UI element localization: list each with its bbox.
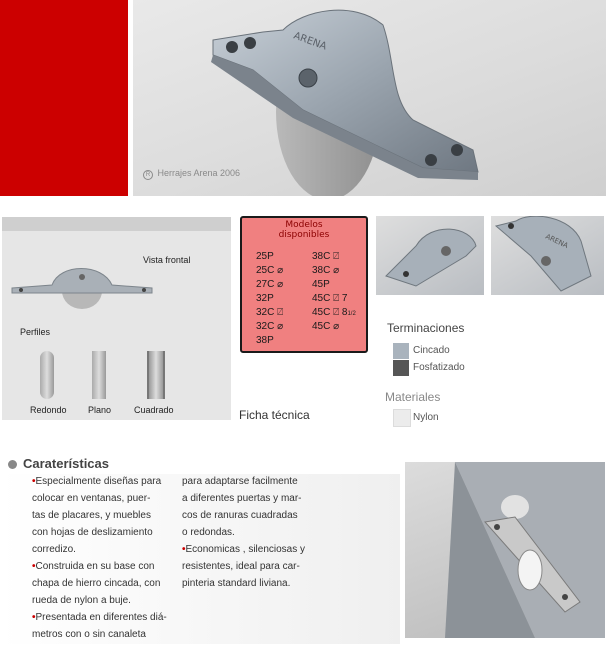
- feature-text: tas de placares, y muebles: [32, 510, 151, 521]
- feature-line: [32, 507, 180, 524]
- technical-drawing-panel: [2, 217, 231, 420]
- feature-text: pinteria standard liviana.: [182, 578, 291, 589]
- feature-text: Construida en su base con: [35, 561, 155, 572]
- feature-text: resistentes, ideal para car-: [182, 561, 300, 572]
- feature-text: cos de ranuras cuadradas: [182, 510, 298, 521]
- model-item: [312, 306, 368, 320]
- feature-line: [182, 473, 322, 490]
- feature-line: [32, 558, 180, 575]
- model-item: 45C ⍁ 7: [312, 293, 348, 304]
- brand-color-block: [0, 0, 128, 196]
- roller-illustration: [133, 0, 606, 196]
- model-item: 45P: [312, 279, 330, 290]
- copyright-label: Herrajes Arena 2006: [157, 168, 241, 178]
- feature-line: [32, 541, 180, 558]
- model-item-label: 45C ⍁ 8: [312, 307, 348, 318]
- feature-line: [32, 490, 180, 507]
- feature-line: [182, 524, 322, 541]
- bullet-icon: •: [32, 476, 36, 487]
- profile-label-flat: Plano: [88, 405, 112, 415]
- feature-line: [32, 575, 180, 592]
- brand-stamp: ARENA: [291, 30, 329, 53]
- feature-text: Presentada en diferentes diá-: [35, 612, 167, 623]
- installed-roller-photo: [405, 462, 605, 638]
- product-photo-2: [491, 216, 604, 295]
- product-photo-1: [376, 216, 484, 295]
- features-title: Caraterísticas: [23, 456, 109, 471]
- features-column-2: [182, 473, 322, 592]
- feature-text: corredizo.: [32, 544, 76, 555]
- finish-label-galvanized: Cincado: [413, 345, 450, 356]
- models-left-column: [256, 250, 311, 348]
- model-item: 32C ⌀: [256, 321, 284, 332]
- models-title-line2: disponibles: [278, 230, 330, 240]
- profile-square-drawing: [147, 351, 165, 399]
- feature-line: [32, 473, 180, 490]
- section-bullet-icon: [8, 460, 17, 469]
- model-item: 38P: [256, 335, 274, 346]
- feature-line: [182, 558, 322, 575]
- model-item: 27C ⌀: [256, 279, 284, 290]
- feature-text: con hojas de deslizamiento: [32, 527, 153, 538]
- front-view-drawing: [2, 233, 231, 313]
- feature-line: [32, 592, 180, 609]
- feature-line: [32, 609, 180, 626]
- material-swatch-nylon: [393, 409, 411, 427]
- roller-angle-illustration: [491, 216, 604, 295]
- profile-label-round: Redondo: [30, 405, 67, 415]
- feature-text: Economicas , silenciosas y: [185, 544, 306, 555]
- model-item: 25C ⌀: [256, 265, 284, 276]
- front-view-label: Vista frontal: [143, 255, 191, 265]
- hero-product-photo: [133, 0, 606, 196]
- roller-closeup-illustration: [376, 216, 484, 295]
- feature-line: [32, 626, 180, 643]
- model-item: 25P: [256, 251, 274, 262]
- model-item: 38C ⍁: [312, 251, 340, 262]
- bullet-icon: •: [182, 544, 186, 555]
- model-item: 45C ⌀: [312, 321, 340, 332]
- model-item: 38C ⌀: [312, 265, 340, 276]
- brand-stamp: ARENA: [544, 232, 570, 251]
- feature-line: [182, 575, 322, 592]
- feature-text: para adaptarse facilmente: [182, 476, 298, 487]
- feature-text: chapa de hierro cincada, con: [32, 578, 161, 589]
- feature-text: metros con o sin canaleta: [32, 629, 146, 640]
- bullet-icon: •: [32, 561, 36, 572]
- finishes-title: Terminaciones: [387, 321, 465, 335]
- profiles-label: Perfiles: [20, 327, 51, 337]
- profile-flat-drawing: [92, 351, 106, 399]
- feature-text: o redondas.: [182, 527, 235, 538]
- materials-title: Materiales: [385, 390, 441, 404]
- material-label-nylon: Nylon: [413, 412, 439, 423]
- feature-text: rueda de nylon a buje.: [32, 595, 131, 606]
- models-title-line1: Modelos: [285, 220, 323, 230]
- model-item: 32C ⍁: [256, 307, 284, 318]
- models-right-column: [312, 250, 368, 334]
- model-item: 32P: [256, 293, 274, 304]
- feature-line: [32, 524, 180, 541]
- installed-roller-illustration: [405, 462, 605, 638]
- technical-sheet-caption: Ficha técnica: [239, 408, 310, 422]
- feature-text: Especialmente diseñas para: [35, 476, 162, 487]
- finish-label-phosphated: Fosfatizado: [413, 362, 465, 373]
- copyright-text: [143, 168, 240, 180]
- model-item-fraction: 1/2: [347, 311, 356, 317]
- feature-text: colocar en ventanas, puer-: [32, 493, 151, 504]
- profile-round-drawing: [40, 351, 54, 399]
- features-column-1: [32, 473, 180, 643]
- bullet-icon: •: [32, 612, 36, 623]
- models-title: [242, 220, 366, 240]
- finish-swatch-galvanized: [393, 343, 409, 359]
- registered-icon: R: [143, 170, 153, 180]
- feature-line: [182, 507, 322, 524]
- feature-line: [182, 541, 322, 558]
- profile-label-square: Cuadrado: [134, 405, 174, 415]
- finish-swatch-phosphated: [393, 360, 409, 376]
- available-models-box: [240, 216, 368, 353]
- feature-line: [182, 490, 322, 507]
- feature-text: a diferentes puertas y mar-: [182, 493, 302, 504]
